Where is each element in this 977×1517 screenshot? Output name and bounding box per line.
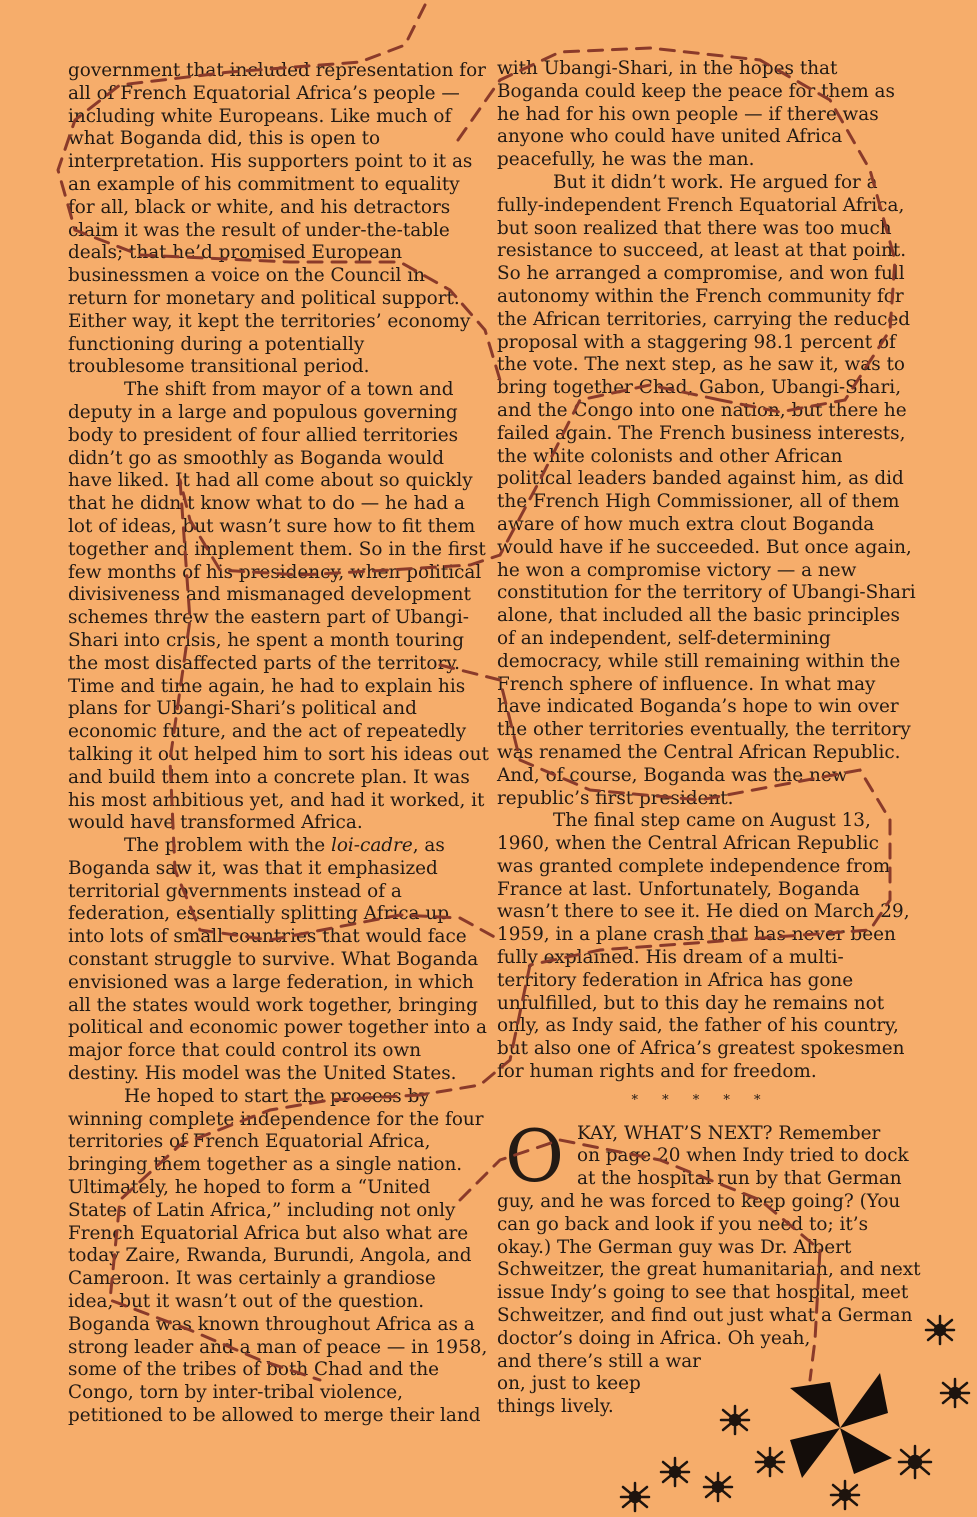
text-line: the other territories eventually, the territory bbox=[497, 719, 911, 741]
text-line: at the hospital run by that German bbox=[577, 1168, 902, 1190]
italic-term: loi-cadre bbox=[330, 835, 413, 857]
text-line: the French High Commissioner, all of them bbox=[497, 491, 900, 513]
paragraph-start-line: But it didn’t work. He argued for a bbox=[553, 171, 878, 193]
text-line: functioning during a potentially bbox=[68, 333, 365, 355]
text-line: Cameroon. It was certainly a grandiose bbox=[68, 1268, 436, 1290]
text-line: And, of course, Boganda was the new bbox=[497, 764, 848, 786]
text-line: for human rights and for freedom. bbox=[497, 1061, 817, 1083]
spider-icon bbox=[661, 1458, 689, 1486]
text-line: fully-independent French Equatorial Africa, bbox=[497, 194, 905, 216]
text-line: envisioned was a large federation, in which bbox=[68, 971, 474, 993]
text-line: guy, and he was forced to keep going? (You bbox=[497, 1191, 901, 1213]
text-line: economic future, and the act of repeatedly bbox=[68, 721, 467, 743]
text-line: major force that could control its own bbox=[68, 1040, 422, 1062]
text-line: constitution for the territory of Ubangi-Shari bbox=[497, 582, 916, 604]
text-line: few months of his presidency, when political bbox=[68, 561, 482, 583]
text-line: was renamed the Central African Republic. bbox=[497, 741, 901, 763]
text-line: on, just to keep bbox=[497, 1373, 641, 1395]
spider-icon bbox=[899, 1446, 931, 1478]
text-line: 1960, when the Central African Republic bbox=[497, 833, 879, 855]
text-line: Schweitzer, and find out just what a German bbox=[497, 1305, 913, 1327]
text-line: for all, black or white, and his detractors bbox=[68, 196, 451, 218]
text-line: Boganda was known throughout Africa as a bbox=[68, 1313, 475, 1335]
text-line: body to president of four allied territories bbox=[68, 424, 459, 446]
text-line: territory federation in Africa has gone bbox=[497, 969, 854, 991]
text-line: bringing them together as a single nation. bbox=[68, 1154, 463, 1176]
text-line: issue Indy’s going to see that hospital, meet bbox=[497, 1282, 909, 1304]
text-line: French sphere of influence. In what may bbox=[497, 673, 876, 695]
text-line: didn’t go as smoothly as Boganda would bbox=[68, 447, 444, 469]
text-line: the vote. The next step, as he saw it, was to bbox=[497, 354, 905, 376]
text-line: Boganda could keep the peace for them as bbox=[497, 80, 895, 102]
text-line: the white colonists and other African bbox=[497, 445, 843, 467]
text-line: into lots of small countries that would face bbox=[68, 926, 467, 948]
text-line: peacefully, he was the man. bbox=[497, 149, 755, 171]
closing-section bbox=[497, 1113, 921, 1419]
text-line: winning complete independence for the four bbox=[68, 1108, 484, 1130]
text-line: French Equatorial Africa but also what are bbox=[68, 1222, 469, 1244]
text-line: and build them into a concrete plan. It was bbox=[68, 766, 470, 788]
right-column bbox=[497, 58, 921, 1419]
text-line: political and economic power together into a bbox=[68, 1017, 487, 1039]
text-line: only, as Indy said, the father of his country, bbox=[497, 1015, 899, 1037]
text-line: Shari into crisis, he spent a month touring bbox=[68, 629, 464, 651]
spider-icon bbox=[926, 1316, 954, 1344]
text-line: and the Congo into one nation, but there he bbox=[497, 399, 907, 421]
text-line: alone, that included all the basic principles bbox=[497, 605, 900, 627]
text-line: divisiveness and mismanaged development bbox=[68, 584, 471, 606]
text-line: resistance to succeed, at least at that point. bbox=[497, 240, 907, 262]
text-line: the African territories, carrying the reduced bbox=[497, 308, 911, 330]
text-line: okay.) The German guy was Dr. Albert bbox=[497, 1236, 852, 1258]
text-line: deputy in a large and populous governing bbox=[68, 401, 458, 423]
text-line: with Ubangi-Shari, in the hopes that bbox=[497, 58, 838, 79]
text-line: federation, essentially splitting Africa up bbox=[68, 903, 449, 925]
text-line: Time and time again, he had to explain his bbox=[68, 675, 466, 697]
text-line: constant struggle to survive. What Boganda bbox=[68, 949, 479, 971]
text-line: an example of his commitment to equality bbox=[68, 173, 460, 195]
paragraph-start-line: The final step came on August 13, bbox=[553, 810, 871, 832]
text-line: republic’s first president. bbox=[497, 787, 734, 809]
text-line: unfulfilled, but to this day he remains not bbox=[497, 992, 885, 1014]
text-line: but soon realized that there was too much bbox=[497, 217, 892, 239]
text-line: would have transformed Africa. bbox=[68, 812, 363, 834]
text-line: Either way, it kept the territories’ economy bbox=[68, 310, 471, 332]
text-line: political leaders banded against him, as did bbox=[497, 468, 904, 490]
text-line: can go back and look if you need to; it’s bbox=[497, 1213, 869, 1235]
text-line: he had for his own people — if there was bbox=[497, 103, 879, 125]
text-line: schemes threw the eastern part of Ubangi- bbox=[68, 607, 470, 629]
text-line: government that included representation for bbox=[68, 60, 486, 81]
text-line: destiny. His model was the United States. bbox=[68, 1063, 457, 1085]
text-line: businessmen a voice on the Council in bbox=[68, 265, 425, 287]
text-line: So he arranged a compromise, and won full bbox=[497, 263, 905, 285]
text-line: he won a compromise victory — a new bbox=[497, 559, 857, 581]
text-line: lot of ideas, but wasn’t sure how to fit them bbox=[68, 515, 476, 537]
text-line: Schweitzer, the great humanitarian, and next bbox=[497, 1259, 921, 1281]
text-line: doctor’s doing in Africa. Oh yeah, bbox=[497, 1327, 811, 1349]
text-line: interpretation. His supporters point to it as bbox=[68, 151, 473, 173]
text-line: deals; that he’d promised European bbox=[68, 242, 403, 264]
text-line: would have if he succeeded. But once again, bbox=[497, 536, 912, 558]
text-line: together and implement them. So in the first bbox=[68, 538, 486, 560]
text-line: claim it was the result of under-the-table bbox=[68, 219, 450, 241]
text-line: territorial governments instead of a bbox=[68, 880, 402, 902]
text-line: territories of French Equatorial Africa, bbox=[68, 1131, 431, 1153]
text-line: of an independent, self-determining bbox=[497, 627, 831, 649]
text-line: some of the tribes of both Chad and the bbox=[68, 1359, 440, 1381]
text-line: today Zaire, Rwanda, Burundi, Angola, and bbox=[68, 1245, 472, 1267]
text-line: have indicated Boganda’s hope to win over bbox=[497, 696, 899, 718]
text-line: Boganda saw it, was that it emphasized bbox=[68, 857, 438, 879]
text-line: on page 20 when Indy tried to dock bbox=[577, 1145, 909, 1167]
text-line: wasn’t there to see it. He died on March 29, bbox=[497, 901, 910, 923]
text-line: all the states would work together, bringing bbox=[68, 994, 478, 1016]
left-column bbox=[68, 60, 489, 1428]
spider-icon bbox=[704, 1473, 732, 1501]
text-line: aware of how much extra clout Boganda bbox=[497, 513, 875, 535]
text-line: and there’s still a war bbox=[497, 1350, 701, 1372]
text-line: Congo, torn by inter-tribal violence, bbox=[68, 1382, 403, 1404]
text-line: autonomy within the French community for bbox=[497, 285, 904, 307]
text-line: all of French Equatorial Africa’s people — bbox=[68, 82, 460, 104]
text-line: failed again. The French business interests, bbox=[497, 422, 906, 444]
drop-cap: O bbox=[505, 1113, 565, 1198]
spider-icon bbox=[941, 1379, 969, 1407]
text-line: was granted complete independence from bbox=[497, 855, 891, 877]
text-line: that he didn’t know what to do — he had a bbox=[68, 493, 465, 515]
spider-icon bbox=[756, 1448, 784, 1476]
text-line: troublesome transitional period. bbox=[68, 356, 370, 378]
text-line: idea, but it wasn’t out of the question. bbox=[68, 1291, 425, 1313]
text-line: Ultimately, he hoped to form a “United bbox=[68, 1177, 431, 1199]
text-line: but also one of Africa’s greatest spokesmen bbox=[497, 1038, 905, 1060]
text-line: return for monetary and political support. bbox=[68, 287, 460, 309]
text-line: 1959, in a plane crash that has never been bbox=[497, 924, 896, 946]
text-line: talking it out helped him to sort his ideas out bbox=[68, 743, 489, 765]
text-line: anyone who could have united Africa bbox=[497, 126, 843, 148]
text-line: bring together Chad, Gabon, Ubangi-Shari, bbox=[497, 377, 902, 399]
text-line: democracy, while still remaining within the bbox=[497, 650, 901, 672]
text-line: his most ambitious yet, and had it worked, it bbox=[68, 789, 485, 811]
text-line: KAY, WHAT’S NEXT? Remember bbox=[577, 1122, 881, 1144]
text-line: States of Latin Africa,” including not only bbox=[68, 1199, 456, 1221]
text-line: things lively. bbox=[497, 1396, 614, 1418]
text-line: plans for Ubangi-Shari’s political and bbox=[68, 698, 417, 720]
paragraph-start-line: The shift from mayor of a town and bbox=[124, 379, 454, 401]
paragraph-start-line: He hoped to start the process by bbox=[124, 1085, 430, 1107]
spider-icon bbox=[621, 1483, 649, 1511]
text-line: what Boganda did, this is open to bbox=[68, 128, 381, 150]
text-line: fully explained. His dream of a multi- bbox=[497, 947, 844, 969]
text-line: the most disaffected parts of the territory. bbox=[68, 652, 461, 674]
spider-icon bbox=[831, 1481, 859, 1509]
paragraph-start-line: The problem with the loi-cadre, as bbox=[124, 835, 445, 857]
text-line: including white Europeans. Like much of bbox=[68, 105, 452, 127]
text-line: petitioned to be allowed to merge their land bbox=[68, 1405, 481, 1427]
text-line: proposal with a staggering 98.1 percent of bbox=[497, 331, 896, 353]
section-separator: * * * * * bbox=[631, 1092, 771, 1108]
text-line: strong leader and a man of peace — in 1958, bbox=[68, 1336, 488, 1358]
text-line: have liked. It had all come about so quickly bbox=[68, 470, 473, 492]
text-line: France at last. Unfortunately, Boganda bbox=[497, 878, 860, 900]
